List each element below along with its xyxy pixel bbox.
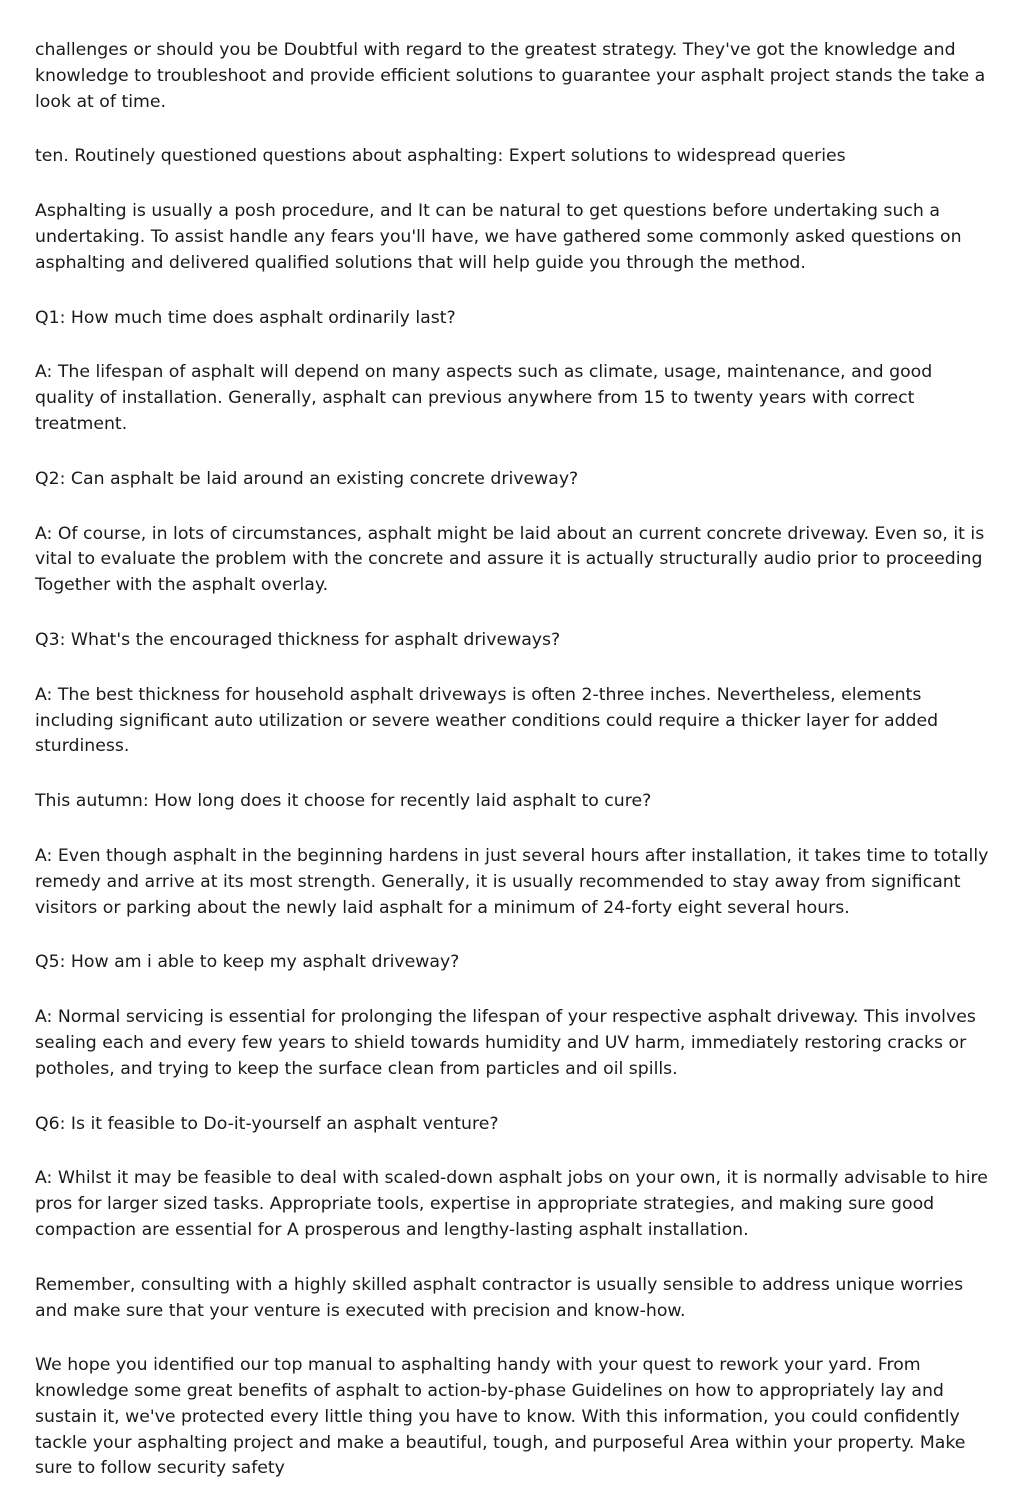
paragraph-faq-intro: Asphalting is usually a posh procedure, and It can be natural to get questions before undertaking such a undertaking. To assist handle any fears you'll have, we have gathered some commonly asked questions on asphalting and delivered qualified solutions that will help guide you through the method. — [35, 201, 962, 273]
question-q2: Q2: Can asphalt be laid around an existing concrete driveway? — [35, 468, 579, 489]
document-page — [35, 38, 995, 1511]
question-q3: Q3: What's the encouraged thickness for asphalt driveways? — [35, 629, 561, 650]
answer-a5: A: Normal servicing is essential for prolonging the lifespan of your respective asphalt driveway. This involves sealing each and every few years to shield towards humidity and UV harm, immediately restoring cracks or potholes, and trying to keep the surface clean from particles and oil spills. — [35, 1007, 976, 1079]
section-heading-faq: ten. Routinely questioned questions about asphalting: Expert solutions to widespread queries — [35, 146, 846, 167]
answer-a6: A: Whilst it may be feasible to deal with scaled-down asphalt jobs on your own, it is normally advisable to hire pros for larger sized tasks. Appropriate tools, expertise in appropriate strategies, and making sure good compaction are essential for A prosperous and lengthy-lasting asphalt installation. — [35, 1168, 988, 1240]
question-q5: Q5: How am i able to keep my asphalt driveway? — [35, 952, 460, 973]
paragraph-intro-continuation: challenges or should you be Doubtful with regard to the greatest strategy. They've got the knowledge and knowledge to troubleshoot and provide efficient solutions to guarantee your asphalt project stands the take a look at of time. — [35, 40, 986, 112]
paragraph-remember: Remember, consulting with a highly skilled asphalt contractor is usually sensible to address unique worries and make sure that your venture is executed with precision and know-how. — [35, 1274, 964, 1321]
answer-a1: A: The lifespan of asphalt will depend on many aspects such as climate, usage, maintenance, and good quality of installation. Generally, asphalt can previous anywhere from 15 to twenty years with correct treatment. — [35, 362, 933, 434]
question-q1: Q1: How much time does asphalt ordinarily last? — [35, 307, 456, 328]
answer-a3: A: The best thickness for household asphalt driveways is often 2-three inches. Nevertheless, elements including significant auto utilization or severe weather conditions could require a thicker layer for added sturdiness. — [35, 684, 939, 757]
answer-a4: A: Even though asphalt in the beginning hardens in just several hours after installation, it takes time to totally remedy and arrive at its most strength. Generally, it is usually recommended to stay away from significant visitors or parking about the newly laid asphalt for a minimum of 24-forty eight several hours. — [35, 845, 989, 918]
paragraph-conclusion: We hope you identified our top manual to asphalting handy with your quest to rework your yard. From knowledge some great benefits of asphalt to action-by-phase Guidelines on how to appropriately lay and sustain it, we've protected every little thing you have to know. With this information, you could confidently tackle your asphalting project and make a beautiful, tough, and purposeful Area within your property. Make sure to follow security safety — [35, 1355, 966, 1479]
question-q6: Q6: Is it feasible to Do-it-yourself an asphalt venture? — [35, 1113, 499, 1134]
question-q4: This autumn: How long does it choose for recently laid asphalt to cure? — [35, 791, 652, 812]
answer-a2: A: Of course, in lots of circumstances, asphalt might be laid about an current concrete driveway. Even so, it is vital to evaluate the problem with the concrete and assure it is actually structurally audio prior to proceeding Together with the asphalt overlay. — [35, 523, 985, 596]
